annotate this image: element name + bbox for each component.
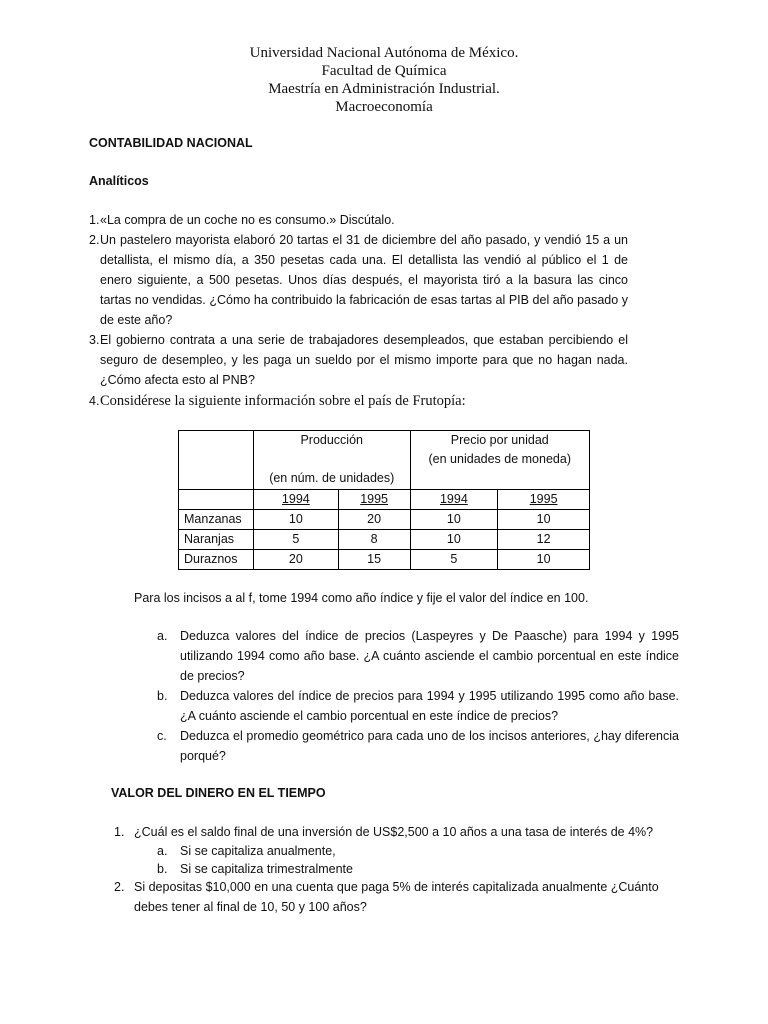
subitem-marker: c. xyxy=(157,729,167,743)
faculty-name: Facultad de Química xyxy=(321,63,447,79)
question-text: Si depositas $10,000 en una cuenta que paga 5% de interés capitalizada anualmente ¿Cuánto debes tener al final de 10, 50 y 100 años? xyxy=(134,880,659,914)
university-name: Universidad Nacional Autónoma de México. xyxy=(249,45,519,61)
section-title-contabilidad: CONTABILIDAD NACIONAL xyxy=(89,136,253,150)
subitem-marker: a. xyxy=(157,844,168,858)
price-header-cell xyxy=(410,431,589,490)
table-cell: 10 xyxy=(410,530,498,550)
table-cell: 12 xyxy=(498,530,590,550)
table-cell: 20 xyxy=(338,510,410,530)
question-number: 3. xyxy=(89,333,100,347)
product-name: Naranjas xyxy=(179,530,254,550)
subitem-marker: b. xyxy=(157,689,168,703)
question-text: El gobierno contrata a una serie de trabajadores desempleados, que estaban percibiendo el seguro de desempleo, y les paga un sueldo por el mismo importe para que no hagan nada. ¿Cómo afecta esto al PNB? xyxy=(100,333,628,387)
year-header: 1994 xyxy=(410,490,498,510)
question-number: 1. xyxy=(89,213,100,227)
table-row xyxy=(179,530,590,550)
table-cell: 20 xyxy=(253,550,338,570)
table-corner-cell xyxy=(179,431,254,490)
question-number: 4. xyxy=(89,394,100,408)
section-title-valor-dinero: VALOR DEL DINERO EN EL TIEMPO xyxy=(111,786,326,800)
table-cell: 10 xyxy=(253,510,338,530)
document-header xyxy=(0,44,768,116)
subitem-marker: b. xyxy=(157,862,168,876)
table-header-row xyxy=(179,431,590,490)
question-number: 2. xyxy=(114,880,125,894)
production-subheader: (en núm. de unidades) xyxy=(269,471,395,485)
table-cell: 5 xyxy=(253,530,338,550)
subitem-text: Si se capitaliza anualmente, xyxy=(180,844,336,858)
subitem-text: Si se capitaliza trimestralmente xyxy=(180,862,353,876)
price-subheader: (en unidades de moneda) xyxy=(428,452,571,466)
table-cell xyxy=(179,490,254,510)
table-cell: 10 xyxy=(498,550,590,570)
production-header: Producción xyxy=(300,433,363,447)
price-header: Precio por unidad xyxy=(450,433,549,447)
product-name: Manzanas xyxy=(179,510,254,530)
product-name: Duraznos xyxy=(179,550,254,570)
question-text: ¿Cuál es el saldo final de una inversión de US$2,500 a 10 años a una tasa de interés de 4%? xyxy=(134,825,654,839)
table-row xyxy=(179,550,590,570)
table-cell: 10 xyxy=(498,510,590,530)
year-header: 1995 xyxy=(498,490,590,510)
table-cell: 8 xyxy=(338,530,410,550)
subitem-text: Deduzca el promedio geométrico para cada uno de los incisos anteriores, ¿hay diferencia porqué? xyxy=(180,729,679,763)
production-header-cell xyxy=(253,431,410,490)
table-cell: 5 xyxy=(410,550,498,570)
year-header: 1994 xyxy=(253,490,338,510)
question-number: 2. xyxy=(89,233,100,247)
question-text: Considérese la siguiente información sobre el país de Frutopía: xyxy=(100,393,466,409)
table-cell: 15 xyxy=(338,550,410,570)
frutopia-table xyxy=(178,430,590,570)
question-number: 1. xyxy=(114,825,125,839)
question-text: «La compra de un coche no es consumo.» Discútalo. xyxy=(100,213,395,227)
course-name: Macroeconomía xyxy=(335,99,433,115)
table-years-row xyxy=(179,490,590,510)
question-text: Un pastelero mayorista elaboró 20 tartas el 31 de diciembre del año pasado, y vendió 15 a un detallista, el mismo día, a 350 pesetas cada una. El detallista las vendió al público el 1 de enero siguiente, a 500 pesetas. Unos días después, el mayorista tiró a la basura las cinco tartas no vendidas. ¿Cómo ha contribuido la fabricación de esas tartas al PIB del año pasado y de este año? xyxy=(100,233,628,327)
instruction-text: Para los incisos a al f, tome 1994 como año índice y fije el valor del índice en 100. xyxy=(134,591,589,605)
year-header: 1995 xyxy=(338,490,410,510)
table-cell: 10 xyxy=(410,510,498,530)
subitem-text: Deduzca valores del índice de precios (Laspeyres y De Paasche) para 1994 y 1995 utilizando 1994 como año base. ¿A cuánto asciende el cambio porcentual en este índice de precios? xyxy=(180,629,679,683)
subitem-marker: a. xyxy=(157,629,168,643)
subtitle-analiticos: Analíticos xyxy=(89,174,149,188)
subitem-text: Deduzca valores del índice de precios para 1994 y 1995 utilizando 1995 como año base. ¿A cuánto asciende el cambio porcentual en este índice de precios? xyxy=(180,689,679,723)
table-row xyxy=(179,510,590,530)
program-name: Maestría en Administración Industrial. xyxy=(268,81,500,97)
